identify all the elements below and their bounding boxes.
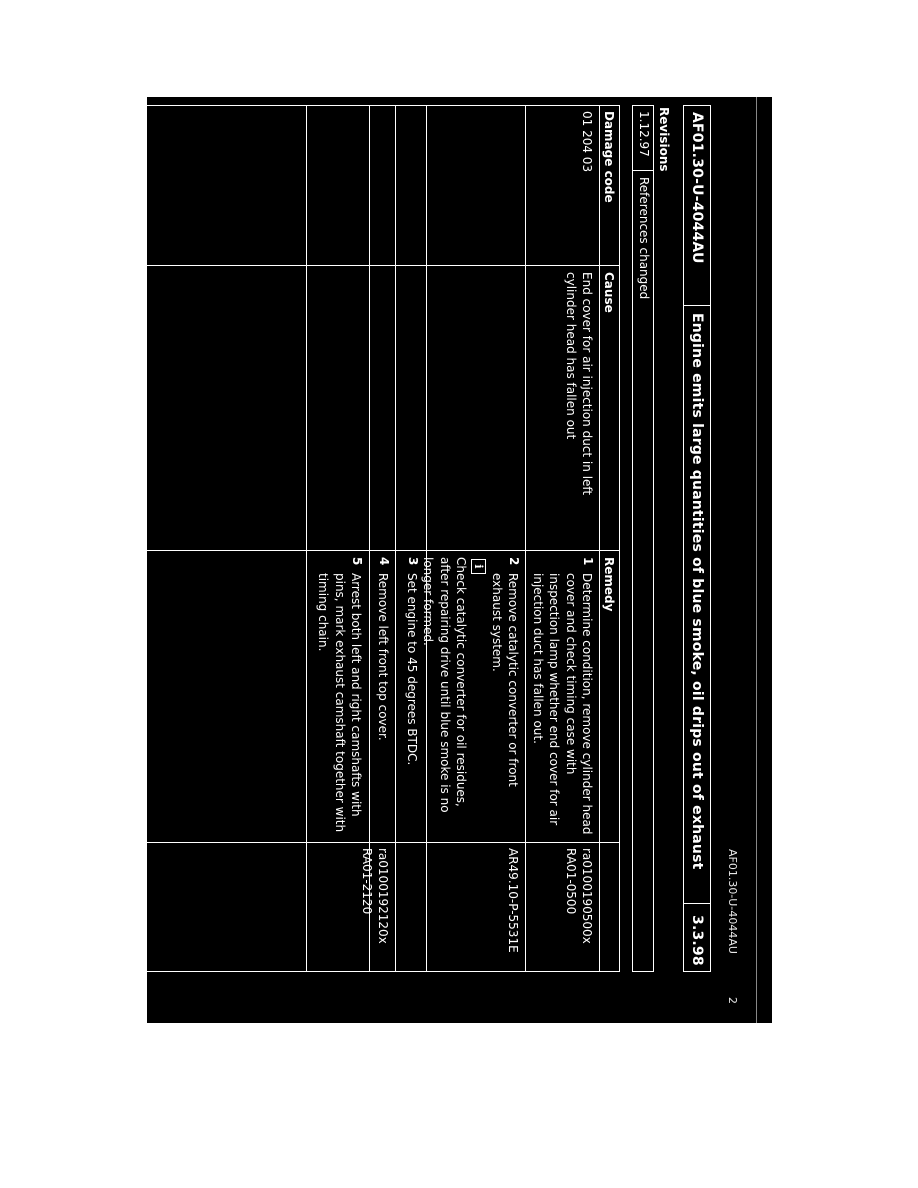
rotated-page: [147, 97, 772, 1023]
row-divider-5: [306, 105, 307, 972]
header-rule: [756, 97, 757, 1023]
info-icon: i: [471, 559, 486, 574]
damage-code-value: 01 204 03: [580, 111, 594, 173]
title-divider-right: [683, 903, 711, 904]
step-1-text: Determine condition, remove cylinder head cover and check timing case with inspection lamp whether end cover for air injection duct has fallen out.: [530, 573, 594, 835]
revisions-divider: [632, 170, 654, 171]
scanned-document: [147, 97, 772, 1023]
row-divider-3: [395, 105, 396, 972]
step-5-number: 5: [350, 557, 364, 566]
column-divider-3: [147, 842, 620, 843]
revision-text: References changed: [637, 177, 651, 300]
header-remedy: Remedy: [602, 557, 616, 612]
header-page-number: 2: [726, 997, 739, 1004]
step-2-number: 2: [507, 557, 521, 566]
step-1-ref-1[interactable]: ra0100190500x: [580, 848, 594, 944]
title-code: AF01.30-U-4044AU: [689, 112, 705, 264]
step-5-text: Arrest both left and right camshafts with pins, mark exhaust camshaft together with timing chain.: [316, 573, 363, 833]
step-4-text: Remove left front top cover.: [376, 573, 390, 741]
step-4-ref-1[interactable]: ra0100192120x: [376, 848, 390, 944]
step-2-ref-1[interactable]: AR49.10-P-5531E: [506, 848, 520, 953]
step-4-ref-2[interactable]: RA01-2120: [360, 848, 374, 915]
header-damage-code: Damage code: [602, 111, 616, 203]
step-1-ref-2[interactable]: RA01-0500: [564, 848, 578, 915]
revisions-heading: Revisions: [657, 107, 671, 172]
step-3-number: 3: [406, 557, 420, 566]
step-3-text: Set engine to 45 degrees BTDC.: [405, 573, 419, 766]
column-divider-2: [147, 550, 620, 551]
step-4-number: 4: [377, 557, 391, 566]
row-divider-1: [525, 105, 526, 972]
header-cause: Cause: [602, 272, 616, 313]
revision-date: 1.12.97: [637, 111, 651, 157]
cause-text: End cover for air injection duct in left cylinder head has fallen out: [563, 272, 594, 496]
page-title: Engine emits large quantities of blue smoke, oil drips out of exhaust: [689, 313, 705, 870]
title-date: 3.3.98: [689, 915, 705, 966]
step-1-number: 1: [581, 557, 595, 566]
row-divider-4: [369, 105, 370, 972]
step-2-note: Check catalytic converter for oil residues, after repairing drive until blue smoke is no longer formed.: [421, 557, 468, 813]
header-doc-ref: AF01.30-U-4044AU: [726, 849, 739, 954]
column-divider-1: [147, 265, 620, 266]
title-divider-left: [683, 305, 711, 306]
row-divider-2: [426, 105, 427, 972]
step-2-text: Remove catalytic converter or front exhaust system.: [489, 573, 520, 787]
